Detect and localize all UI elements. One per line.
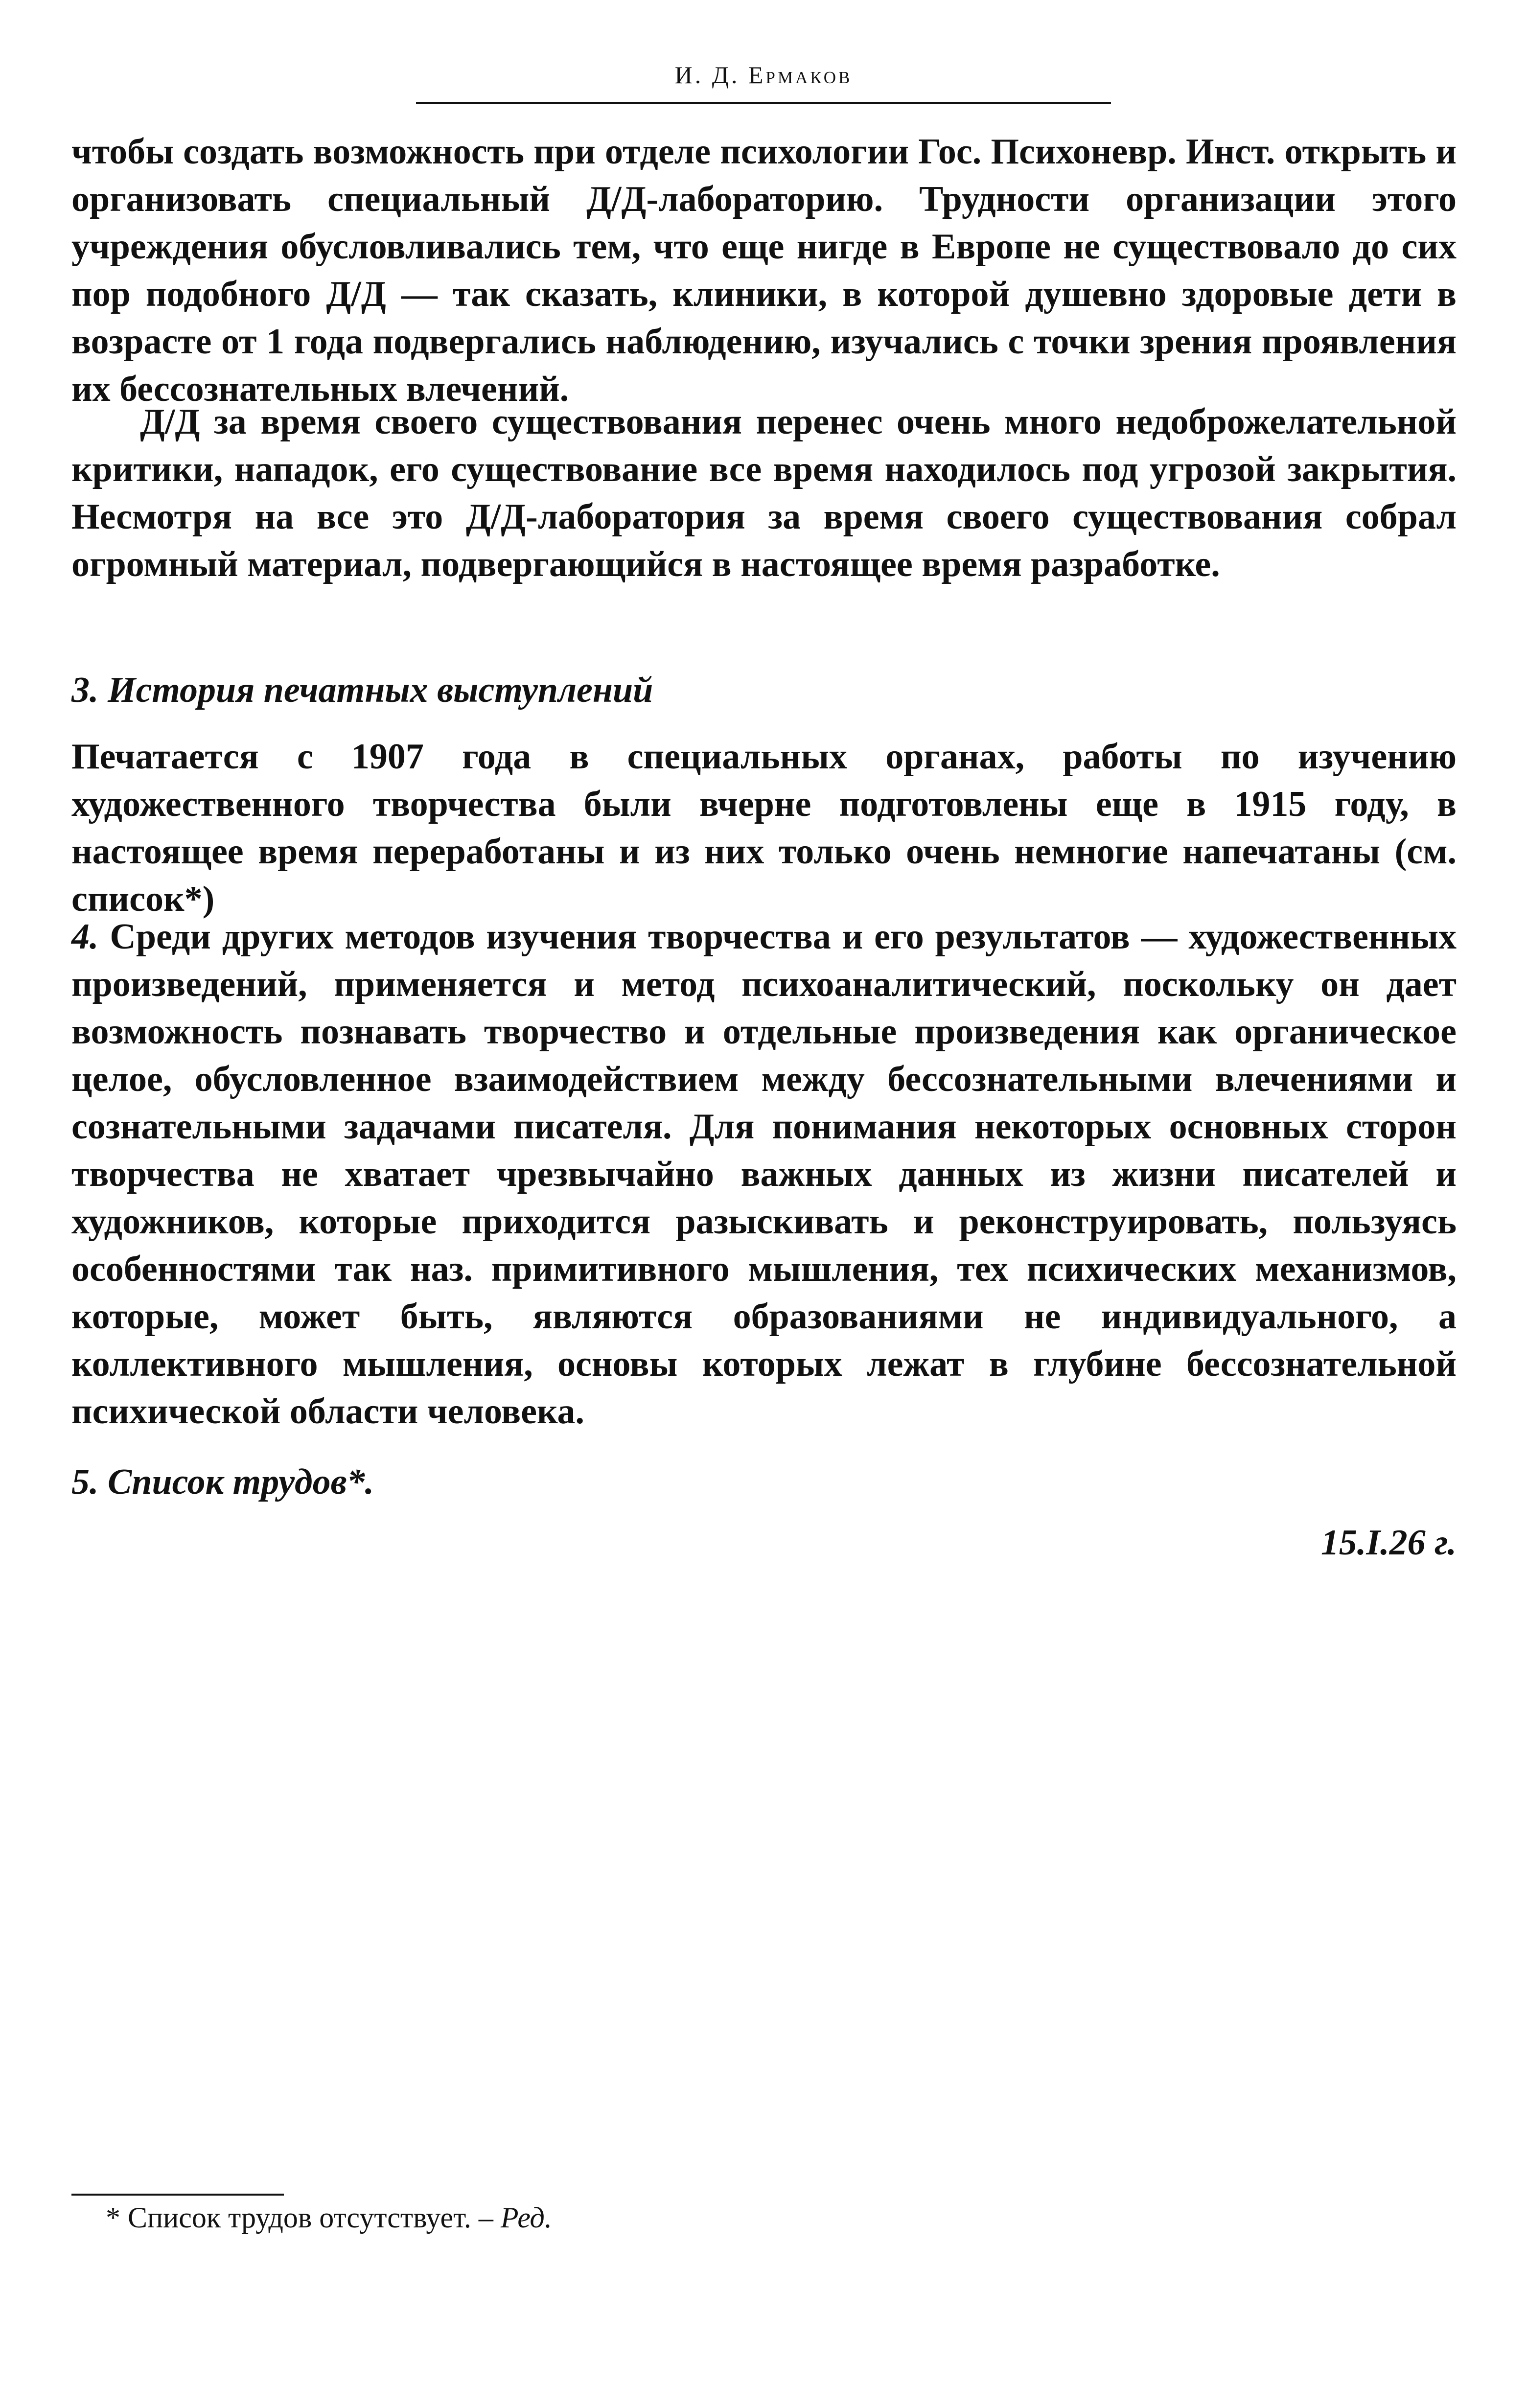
author-surname: Ермаков bbox=[748, 61, 853, 89]
section-3-body bbox=[71, 733, 1457, 923]
section-5-heading: 5. Список трудов*. bbox=[71, 1462, 374, 1502]
author-initials: И. Д. bbox=[674, 61, 748, 89]
section-4-number: 4. bbox=[71, 917, 99, 957]
footnote-editor-mark: Ред. bbox=[500, 2201, 552, 2234]
paragraph-4: Среди других методов изучения творчества и его результатов — художественных произведений, применяется и метод психоаналитический, поскольку он дает возможность познавать творчество и отдельные произведения как органическое целое, обусловленное взаимодействием между бессознательными влечениями и сознательными задачами писателя. Для понимания некоторых основных сторон творчества не хватает чрезвычайно важных данных из жизни писателей и художников, которые приходится разыскивать и реконструировать, пользуясь особенностями так наз. примитивного мышления, тех психических механизмов, которые, может быть, являются образованиями не индивидуального, а коллективного мышления, основы которых лежат в глубине бессознательной психической области человека. bbox=[71, 917, 1457, 1432]
footnote-text: * Список трудов отсутствует. – bbox=[106, 2201, 501, 2234]
section-5-heading-block bbox=[71, 1459, 1457, 1506]
footnote bbox=[106, 2196, 552, 2240]
paragraph-continuation bbox=[71, 128, 1457, 413]
section-3-heading: 3. История печатных выступлений bbox=[71, 670, 653, 710]
paragraph-2: Д/Д за время своего существования перенес очень много недоброжелательной критики, нападок, его существование все время находилось под угрозой закрытия. Несмотря на все это Д/Д-лаборатория за время своего существования собрал огромный материал, подвергающийся в настоящее время разработке. bbox=[71, 402, 1457, 584]
section-4-body bbox=[71, 913, 1457, 1436]
running-head bbox=[416, 63, 1111, 87]
document-date: 15.I.26 г. bbox=[1320, 1523, 1457, 1563]
paragraph-dd-criticism bbox=[71, 398, 1457, 588]
paragraph-1: чтобы создать возможность при отделе психологии Гос. Психоневр. Инст. открыть и организовать специальный Д/Д-лабораторию. Трудности организации этого учреждения обусловливались тем, что еще нигде в Европе не существовало до сих пор подобного Д/Д — так сказать, клиники, в которой душевно здоровые дети в возрасте от 1 года подвергались наблюдению, изучались с точки зрения проявления их бессознательных влечений. bbox=[71, 132, 1457, 409]
section-3-heading-block bbox=[71, 667, 1457, 714]
header-rule bbox=[416, 102, 1111, 104]
paragraph-3: Печатается с 1907 года в специальных органах, работы по изучению художественного творчества были вчерне подготовлены еще в 1915 году, в настоящее время переработаны и из них только очень немногие напечатаны (см. список*) bbox=[71, 737, 1457, 919]
